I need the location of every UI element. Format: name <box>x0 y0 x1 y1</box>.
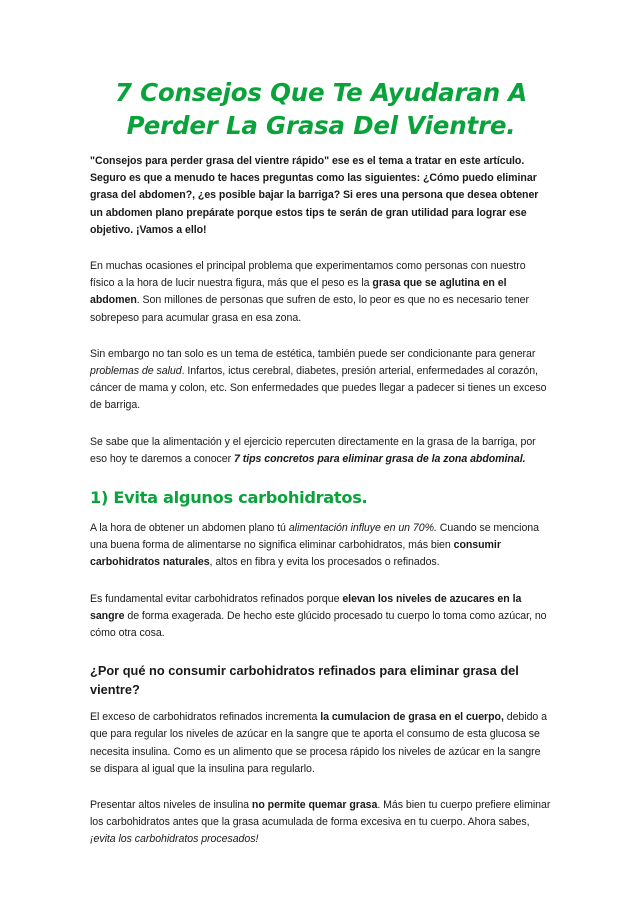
text-run: Se sabe que la alimentación y el ejercicio repercuten directamente en la grasa de la barriga, por eso hoy te daremos a conocer <box>90 435 536 465</box>
text-run: de forma exagerada. De hecho este glúcido procesado tu cuerpo lo toma como azúcar, no cómo otra cosa. <box>90 609 547 640</box>
bold-text: consumir carbohidratos naturales <box>90 539 501 569</box>
paragraph-seven-tips <box>90 434 552 468</box>
bold-text: grasa que se aglutina en el abdomen <box>90 277 507 307</box>
text-run: En muchas ocasiones el principal problema que experimentamos como personas con nuestro físico a la hora de lucir nuestra figura, más que el peso es la <box>90 260 526 290</box>
text-run: . Más bien tu cuerpo prefiere eliminar los carbohidratos antes que la grasa acumulada de forma excesiva en tu cuerpo. Ahora sabes, <box>90 799 551 829</box>
text-run: . Infartos, ictus cerebral, diabetes, presión arterial, enfermedades al corazón, cáncer de mama y colon, etc. Son enfermedades que puedes llegar a padecer si tienes un exceso de barriga. <box>90 365 547 412</box>
text-run: Es fundamental evitar carbohidratos refinados porque <box>90 592 343 605</box>
italic-text: ¡evita los carbohidratos procesados! <box>90 833 259 846</box>
italic-text: alimentación influye en un 70%. <box>288 522 437 535</box>
paragraph-burn-fat <box>90 797 552 849</box>
article-title: 7 Consejos Que Te Ayudaran A Perder La Grasa Del Vientre. <box>114 78 528 140</box>
text-run: Cuando se menciona una buena forma de alimentarse no significa eliminar carbohidratos, más bien <box>90 522 539 552</box>
bold-text: elevan los niveles de azucares en la sangre <box>90 592 522 622</box>
paragraph-abdominal-fat <box>90 258 552 327</box>
bold-italic-text: 7 tips concretos para eliminar grasa de la zona abdominal. <box>234 452 526 465</box>
subheading-why-not-refined: ¿Por qué no consumir carbohidratos refinados para eliminar grasa del vientre? <box>90 663 519 698</box>
text-run: Sin embargo no tan solo es un tema de estética, también puede ser condicionante para generar <box>90 347 536 360</box>
bold-text: la cumulacion de grasa en el cuerpo, <box>320 711 504 724</box>
paragraph-flat-abdomen <box>90 520 552 572</box>
paragraph-health-problems <box>90 346 552 415</box>
paragraph-refined-carbs <box>90 591 552 643</box>
article-body <box>90 76 552 868</box>
paragraph-insulin <box>90 709 552 778</box>
intro-paragraph: "Consejos para perder grasa del vientre rápido" ese es el tema a tratar en este artículo. Seguro es que a menudo te haces preguntas como las siguientes: ¿Cómo puedo eliminar grasa del abdomen?, ¿es posible bajar la barriga? Si eres una persona que desea obtener un abdomen plano prepárate porque estos tips te serán de gran utilidad para lograr ese objetivo. ¡Vamos a ello! <box>90 155 539 236</box>
text-run: . Son millones de personas que sufren de esto, lo peor es que no es necesario tener sobrepeso para acumular grasa en esa zona. <box>90 294 529 324</box>
text-run: , altos en fibra y evita los procesados o refinados. <box>209 556 440 569</box>
text-run: debido a que para regular los niveles de azúcar en la sangre que te aporta el consumo de esta glucosa se necesita insulina. Como es un alimento que se procesa rápido los niveles de azúcar en la sangre se dispara al igual que la insulina para regularlo. <box>90 711 548 775</box>
text-run: A la hora de obtener un abdomen plano tú <box>90 522 289 535</box>
text-run: El exceso de carbohidratos refinados incrementa <box>90 711 321 724</box>
bold-text: no permite quemar grasa <box>251 799 378 812</box>
text-run: Presentar altos niveles de insulina <box>90 799 252 812</box>
section-heading-carbohydrates: 1) Evita algunos carbohidratos. <box>90 488 368 508</box>
italic-text: problemas de salud <box>90 365 182 378</box>
